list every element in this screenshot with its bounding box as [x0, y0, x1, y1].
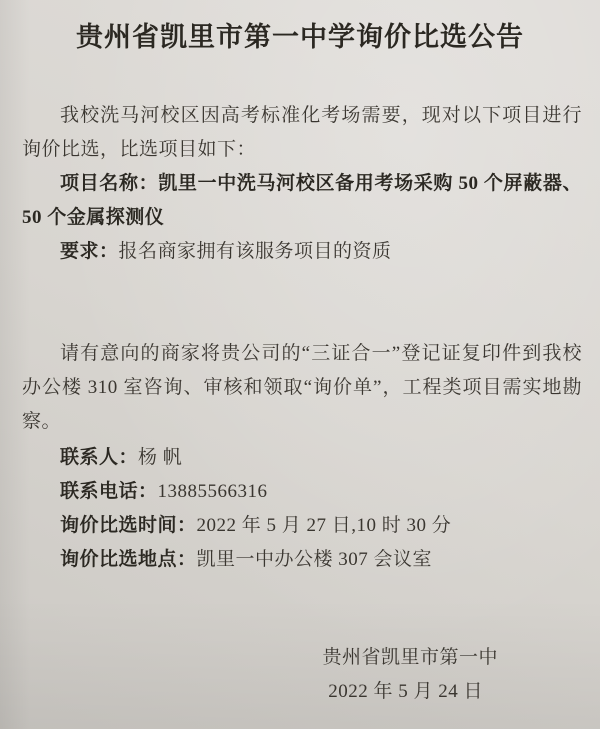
- intro-paragraph: 我校洗马河校区因高考标准化考场需要，现对以下项目进行询价比选，比选项目如下：: [22, 105, 582, 160]
- inquiry-location-value: 凯里一中办公楼 307 会议室: [196, 549, 433, 570]
- requirement-paragraph: [22, 235, 582, 269]
- requirement-label: 要求：: [60, 241, 119, 262]
- document-title: 贵州省凯里市第一中学询价比选公告: [76, 22, 524, 52]
- contact-person-label: 联系人：: [60, 447, 139, 468]
- project-name-label: 项目名称：: [60, 173, 159, 194]
- signature-org: 贵州省凯里市第一中: [322, 647, 498, 668]
- project-name-value: 凯里一中洗马河校区备用考场采购 50 个屏蔽器、50 个金属探测仪: [22, 173, 582, 228]
- instructions-paragraph: 请有意向的商家将贵公司的“三证合一”登记证复印件到我校办公楼 310 室咨询、审核和领取“询价单”，工程类项目需实地勘察。: [22, 343, 582, 432]
- inquiry-time-row: [22, 509, 582, 543]
- inquiry-time-label: 询价比选时间：: [60, 515, 197, 536]
- project-name-paragraph: [22, 167, 582, 235]
- contact-person-value: 杨 帆: [138, 447, 183, 468]
- inquiry-location-label: 询价比选地点：: [60, 549, 197, 570]
- signature-block: [22, 641, 582, 709]
- contact-person-row: [22, 441, 582, 475]
- inquiry-time-value: 2022 年 5 月 27 日,10 时 30 分: [196, 515, 452, 536]
- contact-phone-label: 联系电话：: [60, 481, 158, 502]
- document-body: [0, 99, 600, 709]
- requirement-value: 报名商家拥有该服务项目的资质: [118, 241, 392, 262]
- contact-phone-row: [22, 475, 582, 509]
- inquiry-location-row: [22, 543, 582, 577]
- contact-phone-value: 13885566316: [157, 481, 268, 502]
- contact-list: [22, 441, 582, 577]
- signature-date: 2022 年 5 月 24 日: [328, 681, 483, 702]
